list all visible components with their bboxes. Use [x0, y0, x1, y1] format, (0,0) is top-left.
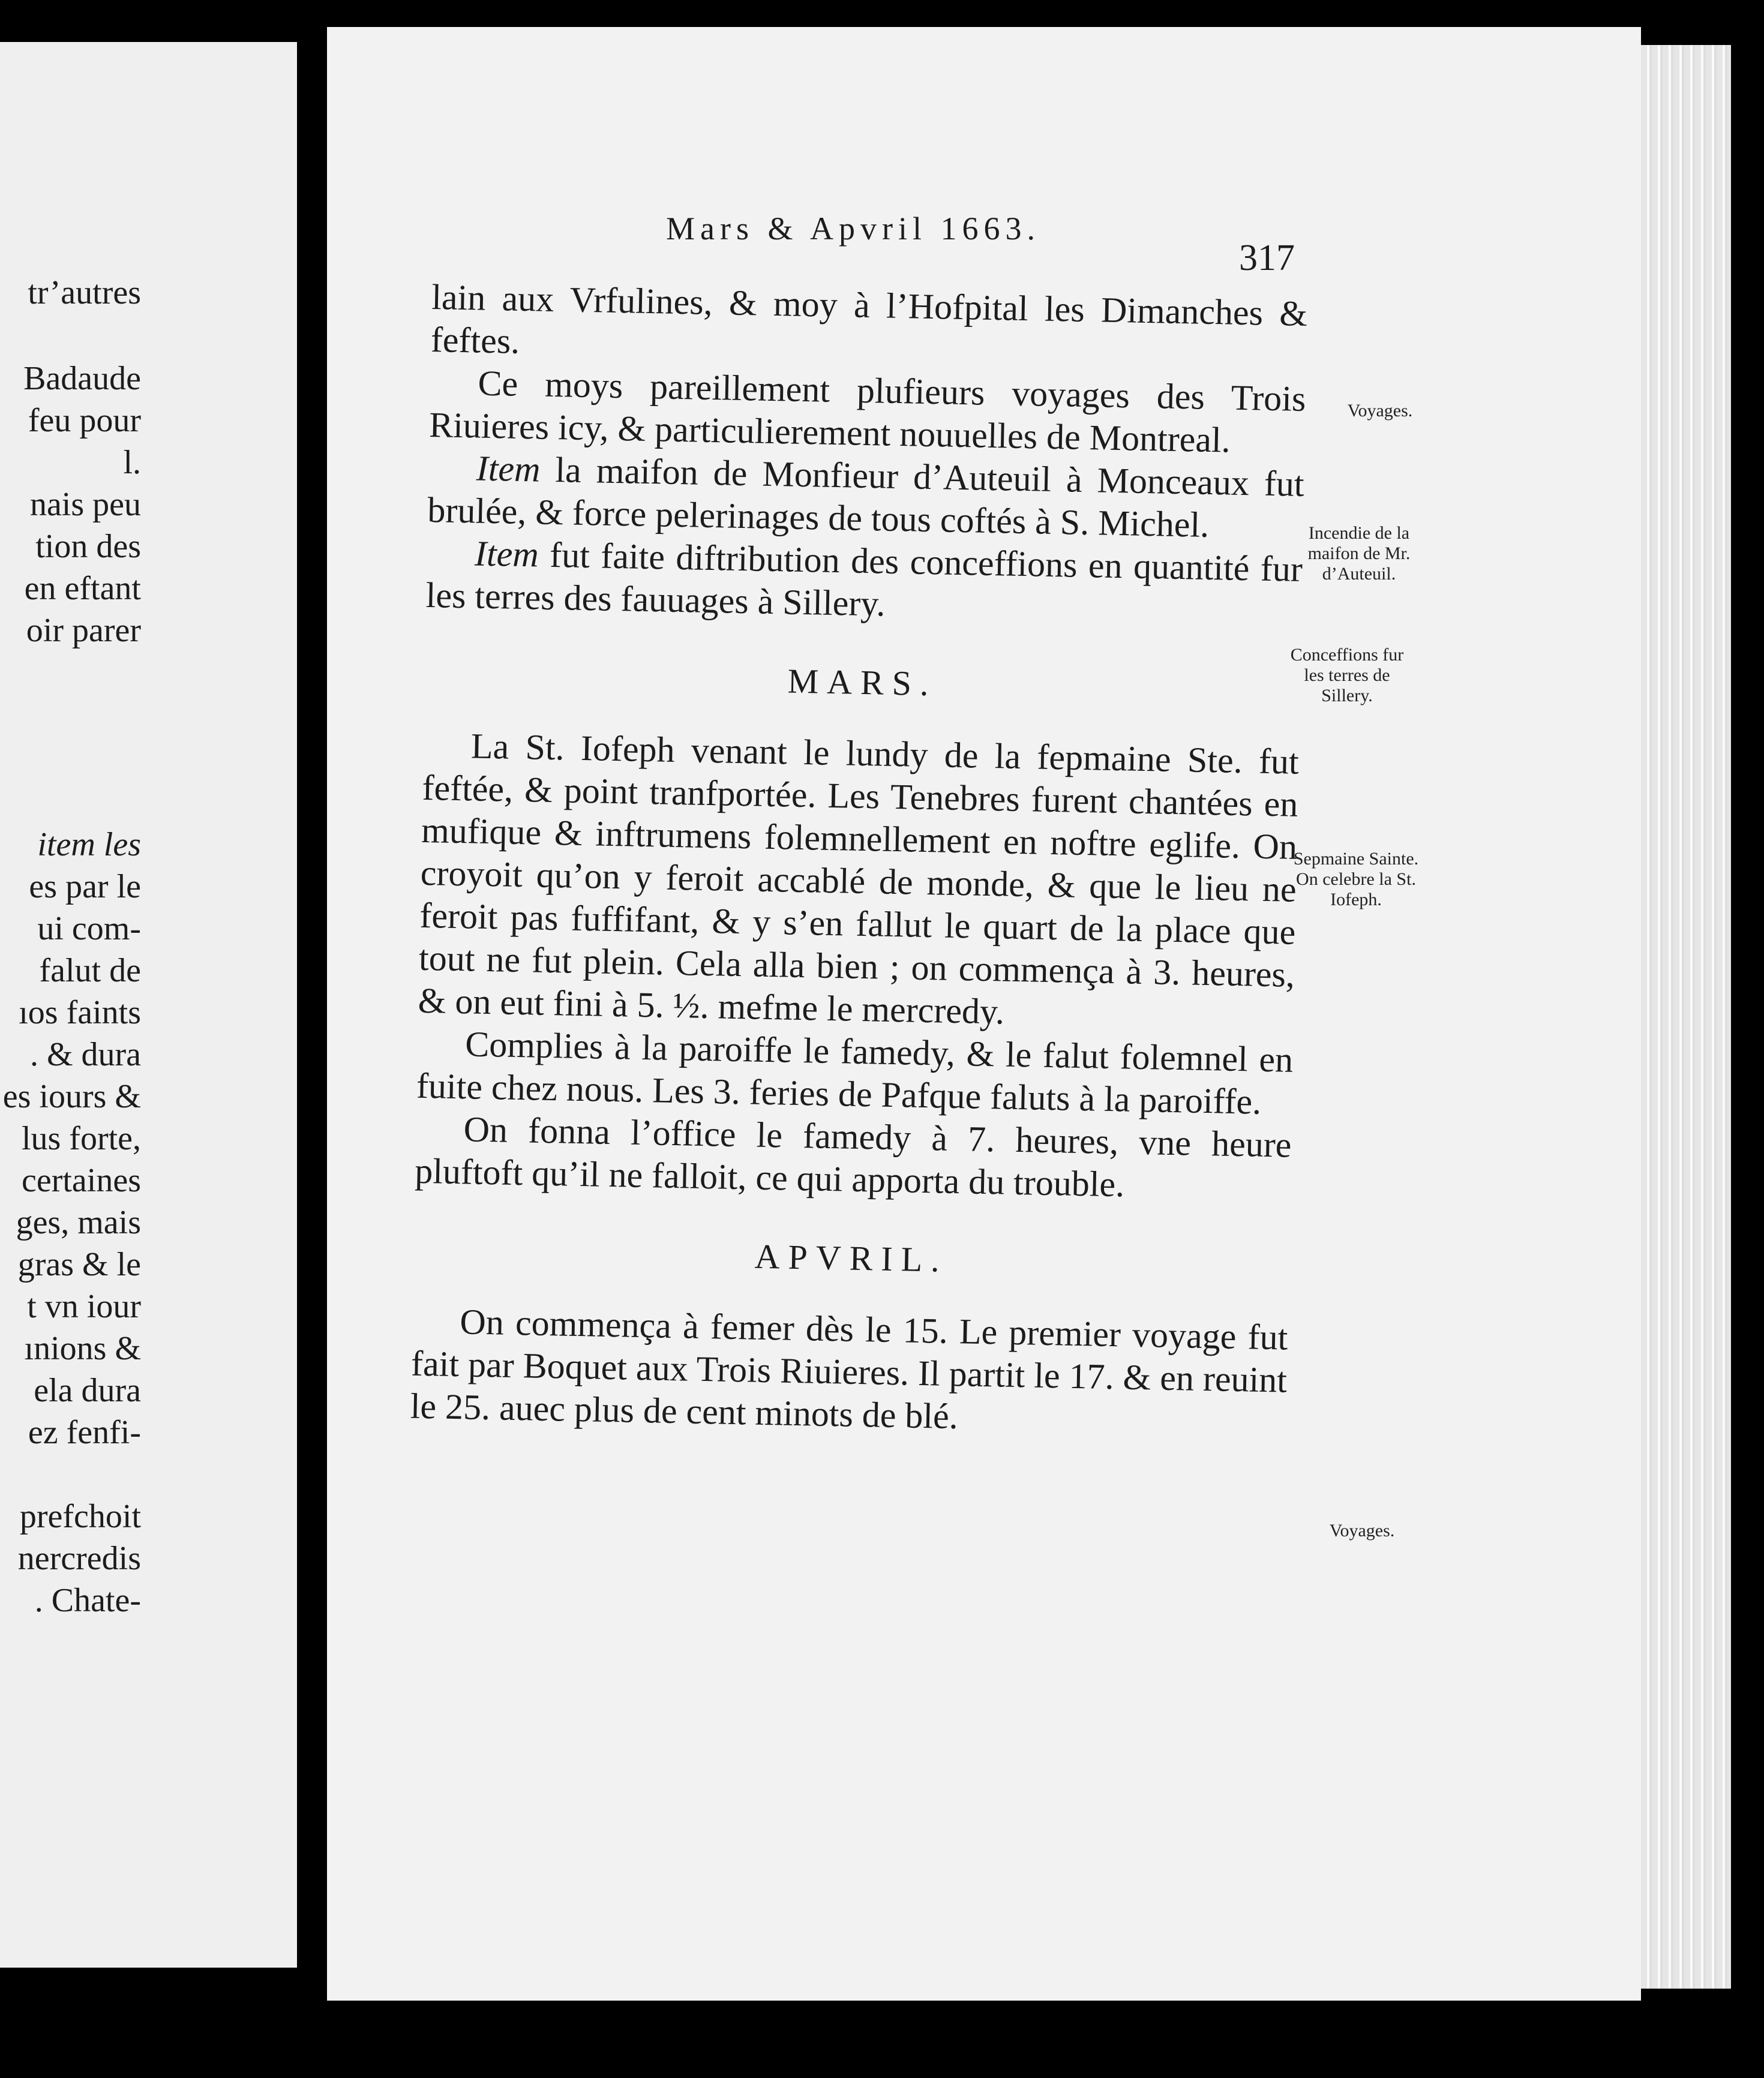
- paragraph: lain aux Vrfulines, & moy à l’Hofpital les Dimanches & feftes.: [430, 277, 1308, 361]
- left-line: tr’autres: [28, 274, 141, 311]
- left-facing-page: [0, 42, 297, 1968]
- left-line: ui com-: [37, 910, 141, 947]
- page-number: 317: [1239, 238, 1295, 278]
- left-line: ela dura: [34, 1372, 141, 1409]
- margin-note: Incendie de la maifon de Mr. d’Auteuil.: [1307, 523, 1411, 584]
- margin-note: Voyages.: [1329, 1521, 1395, 1541]
- left-line: falut de: [39, 952, 141, 989]
- left-line: . & dura: [29, 1036, 141, 1073]
- left-line: en eftant: [24, 570, 141, 607]
- left-line: gras & le: [17, 1246, 141, 1283]
- left-line: ges, mais: [16, 1204, 141, 1241]
- left-line: prefchoit: [19, 1498, 141, 1535]
- paragraph: Ce moys pareillement plufieurs voyages des Trois Riuieres icy, & particulierement nouuelles de Montreal.: [428, 363, 1306, 460]
- left-line: t vn iour: [27, 1288, 141, 1325]
- left-line: l.: [123, 444, 141, 481]
- left-line: [37, 828, 141, 861]
- left-line: ınions &: [24, 1330, 141, 1367]
- left-line: ez fenfi-: [28, 1414, 141, 1451]
- section-heading-apvril: APVRIL.: [754, 1236, 949, 1280]
- paragraph: On commença à femer dès le 15. Le premier voyage fut fait par Boquet aux Trois Riuieres. Il partit le 17. & en reuint le 25. auec plus de cent minots de blé.: [410, 1302, 1288, 1437]
- section-heading-mars: MARS.: [787, 661, 938, 704]
- left-line: oir parer: [26, 612, 141, 649]
- paragraph: [427, 446, 1304, 548]
- left-line: nais peu: [29, 486, 141, 523]
- left-line: certaines: [22, 1162, 141, 1199]
- book-gutter: [297, 0, 327, 2078]
- left-line: lus forte,: [21, 1120, 141, 1157]
- left-line: Badaude: [23, 360, 141, 397]
- margin-note: Sepmaine Sainte. On celebre la St. Iofeph.: [1293, 849, 1419, 909]
- item-word: Item: [476, 448, 541, 490]
- left-line: feu pour: [28, 402, 141, 439]
- item-word: Item: [474, 533, 539, 575]
- paragraph: On fonna l’office le famedy à 7. heures, vne heure pluftoft qu’il ne falloit, ce qui apporta du trouble.: [414, 1109, 1292, 1205]
- left-line: . Chate-: [34, 1582, 141, 1619]
- paragraph-text: la maifon de Monfieur d’Auteuil à Monceaux fut brulée, & force pelerinages de tous coftés à S. Michel.: [427, 449, 1305, 545]
- paragraph: Complies à la paroiffe le famedy, & le falut folemnel en fuite chez nous. Les 3. feries de Pafque faluts à la paroiffe.: [416, 1024, 1294, 1122]
- left-line: tion des: [35, 528, 141, 565]
- running-head: Mars & Apvril 1663.: [666, 211, 1040, 247]
- paragraph-text: fut faite diftribution des conceffions en quantité fur les terres des fauuages à Sillery.: [425, 534, 1303, 624]
- paragraph: La St. Iofeph venant le lundy de la fepmaine Ste. fut feftée, & point tranfportée. Les Tenebres furent chantées en mufique & inftrumens folemnellement en noftre eglife. On croyoit qu’on y feroit accablé de monde, & que le lieu ne feroit pas fuffifant, & y s’en fallut le quart de la place que tout ne fut plein. Cela alla bien ; on commença à 3. heures, & on eut fini à 5. ½. mefme le mercredy.: [418, 726, 1300, 1032]
- page-edges: [1641, 45, 1731, 1989]
- left-line: nercredis: [17, 1540, 141, 1577]
- paragraph: [425, 531, 1303, 633]
- edge-shadow: [1731, 0, 1764, 2078]
- left-line: es par le: [29, 868, 141, 905]
- margin-note: Conceffions fur les terres de Sillery.: [1290, 645, 1404, 705]
- main-text: [410, 276, 1308, 1445]
- left-line: es iours &: [2, 1078, 141, 1115]
- margin-note: Voyages.: [1347, 401, 1413, 421]
- left-line-item: item les: [37, 826, 141, 863]
- left-line: ıos faints: [19, 994, 141, 1031]
